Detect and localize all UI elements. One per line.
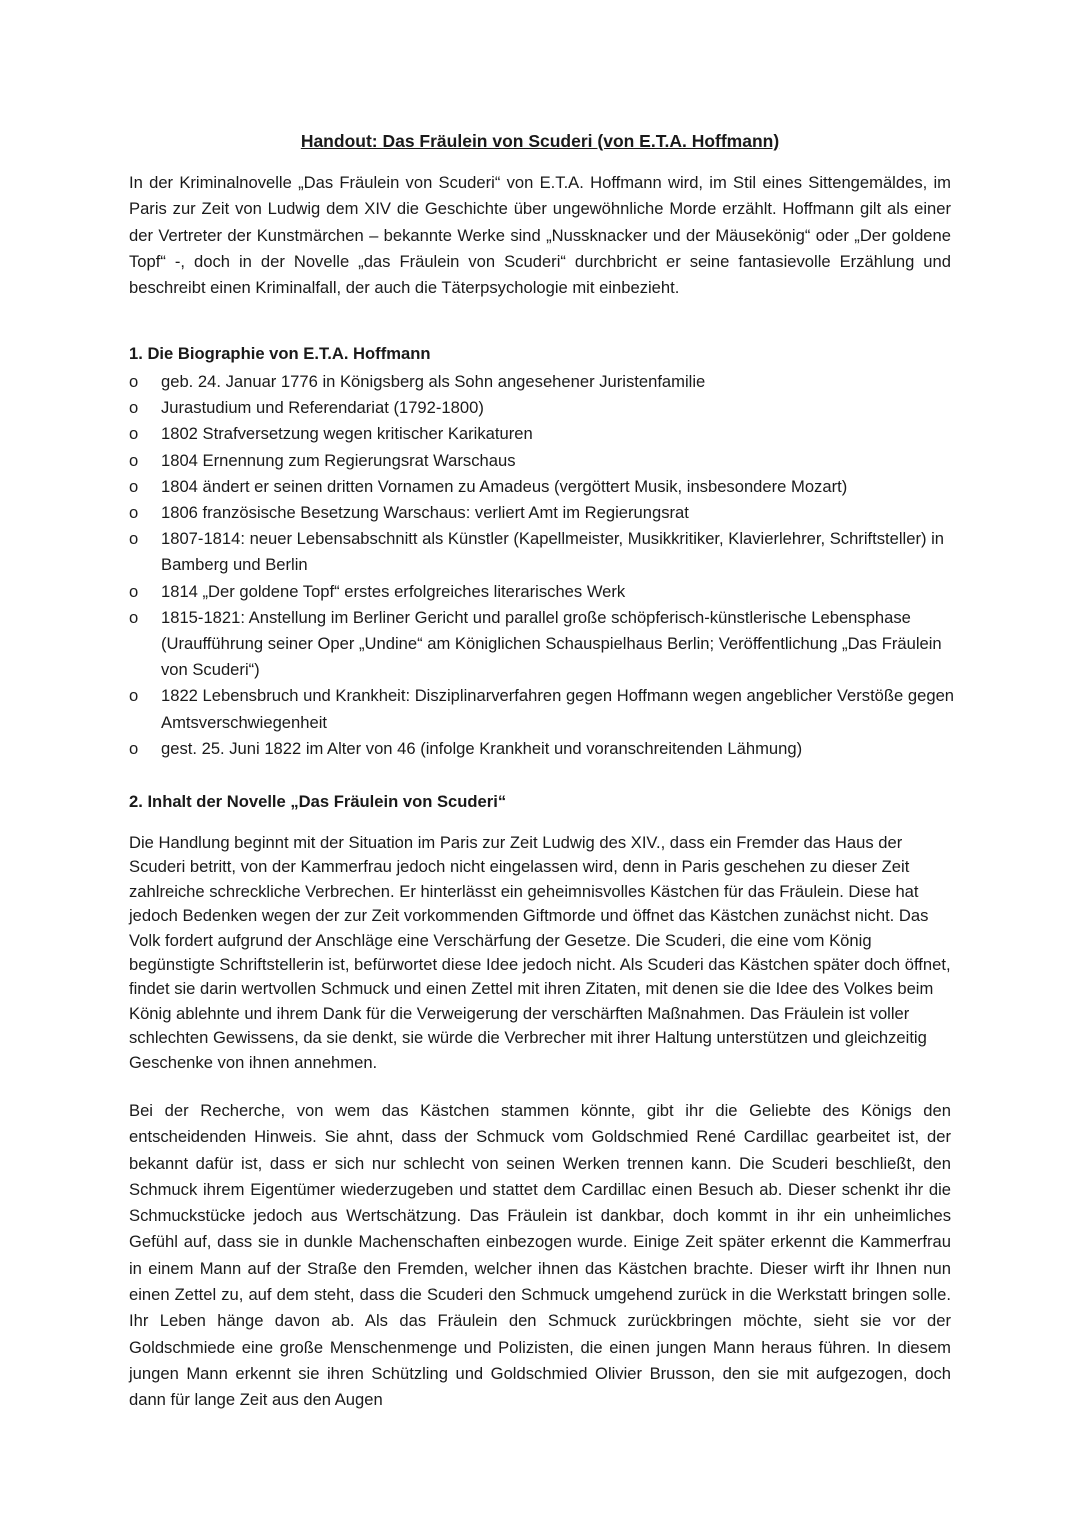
section1-heading: 1. Die Biographie von E.T.A. Hoffmann [129,344,431,363]
list-item: o 1815-1821: Anstellung im Berliner Gericht und parallel große schöpferisch-künstlerische Lebensphase (Uraufführung seiner Oper „Undine“ am Königlichen Schauspielhaus Berlin; Veröffentlichung „Das Fräulein von Scuderi“) [129,605,959,684]
list-item: o 1807-1814: neuer Lebensabschnitt als Künstler (Kapellmeister, Musikkritiker, Klavierlehrer, Schriftsteller) in Bamberg und Berlin [129,526,959,578]
list-item: o Jurastudium und Referendariat (1792-1800) [129,395,959,421]
list-item: o 1804 Ernennung zum Regierungsrat Warschaus [129,448,959,474]
bullet-icon: o [129,607,139,627]
bullet-icon: o [129,686,139,706]
bullet-icon: o [129,398,139,418]
section2-heading: 2. Inhalt der Novelle „Das Fräulein von Scuderi“ [129,792,507,811]
list-item: o 1804 ändert er seinen dritten Vornamen zu Amadeus (vergöttert Musik, insbesondere Mozart) [129,474,959,500]
list-item: o geb. 24. Januar 1776 in Königsberg als Sohn angesehener Juristenfamilie [129,369,959,395]
bullet-icon: o [129,503,139,523]
list-item: o 1802 Strafversetzung wegen kritischer Karikaturen [129,421,959,447]
bullet-icon: o [129,581,139,601]
list-item: o 1822 Lebensbruch und Krankheit: Disziplinarverfahren gegen Hoffmann wegen angeblicher Verstöße gegen Amtsverschwiegenheit [129,683,959,735]
list-item: o 1806 französische Besetzung Warschaus: verliert Amt im Regierungsrat [129,500,959,526]
bullet-icon: o [129,450,139,470]
intro-paragraph: In der Kriminalnovelle „Das Fräulein von Scuderi“ von E.T.A. Hoffmann wird, im Stil eines Sittengemäldes, im Paris zur Zeit von Ludwig dem XIV die Geschichte über ungewöhnliche Morde erzählt. Hoffmann gilt als einer der Vertreter der Kunstmärchen – bekannte Werke sind „Nussknacker und der Mäusekönig“ oder „Der goldene Topf“ -, doch in der Novelle „das Fräulein von Scuderi“ durchbricht er seine fantasievolle Erzählung und beschreibt einen Kriminalfall, der auch die Täterpsychologie mit einbezieht. [129,173,951,298]
bullet-icon: o [129,476,139,496]
bullet-icon: o [129,529,139,549]
content-paragraph-1: Die Handlung beginnt mit der Situation im Paris zur Zeit Ludwig des XIV., dass ein Fremder das Haus der Scuderi betritt, von der Kammerfrau jedoch nicht eingelassen wird, denn in Paris geschehen zu dieser Zeit zahlreiche schreckliche Verbrechen. Er hinterlässt ein geheimnisvolles Kästchen für das Fräulein. Diese hat jedoch Bedenken wegen der zur Zeit vorkommenden Giftmorde und öffnet das Kästchen zunächst nicht. Das Volk fordert aufgrund der Anschläge eine Verschärfung der Gesetze. Die Scuderi, die eine vom König begünstigte Schriftstellerin ist, befürwortet diese Idee jedoch nicht. Als Scuderi das Kästchen später doch öffnet, findet sie darin wertvollen Schmuck und einen Zettel mit ihren Zitaten, mit denen sie die Idee des Volkes beim König ablehnte und ihrem Dank für die Verweigerung der verschärften Maßnahmen. Das Fräulein ist voller schlechten Gewissens, da sie denkt, sie würde die Verbrecher mit ihrer Haltung unterstützen und gleichzeitig Geschenke von ihnen annehmen. [129,833,951,1072]
list-item: o gest. 25. Juni 1822 im Alter von 46 (infolge Krankheit und voranschreitenden Lähmung) [129,736,959,762]
content-paragraph-2: Bei der Recherche, von wem das Kästchen stammen könnte, gibt ihr die Geliebte des Königs den entscheidenden Hinweis. Sie ahnt, dass der Schmuck vom Goldschmied René Cardillac gearbeitet ist, der bekannt dafür ist, dass er sich nur schlecht von seinen Werken trennen kann. Die Scuderi beschließt, den Schmuck ihrem Eigentümer wiederzugeben und stattet dem Cardillac einen Besuch ab. Dieser schenkt ihr die Schmuckstücke jedoch aus Wertschätzung. Das Fräulein ist dankbar, doch kommt in ihr ein unheimliches Gefühl auf, dass sie in dunkle Machenschaften einbezogen wurde. Einige Zeit später erkennt die Kammerfrau in einem Mann auf der Straße den Fremden, welcher ihnen das Kästchen brachte. Dieser wirft ihr Ihnen nun einen Zettel zu, auf dem steht, dass die Scuderi den Schmuck umgehend zurück in die Werkstatt bringen solle. Ihr Leben hänge davon ab. Als das Fräulein den Schmuck zurückbringen möchte, sieht sie vor der Goldschmiede eine große Menschenmenge und Polizisten, die einen jungen Mann heraus führen. In diesem jungen Mann erkennt sie ihren Schützling und Goldschmied Olivier Brusson, den sie mit aufgezogen, doch dann für lange Zeit aus den Augen [129,1101,951,1410]
document-title: Handout: Das Fräulein von Scuderi (von E.T.A. Hoffmann) [300,131,780,151]
bullet-icon: o [129,424,139,444]
bullet-icon: o [129,372,139,391]
biography-list [129,369,959,762]
list-item: o 1814 „Der goldene Topf“ erstes erfolgreiches literarisches Werk [129,579,959,605]
bullet-icon: o [129,738,139,758]
